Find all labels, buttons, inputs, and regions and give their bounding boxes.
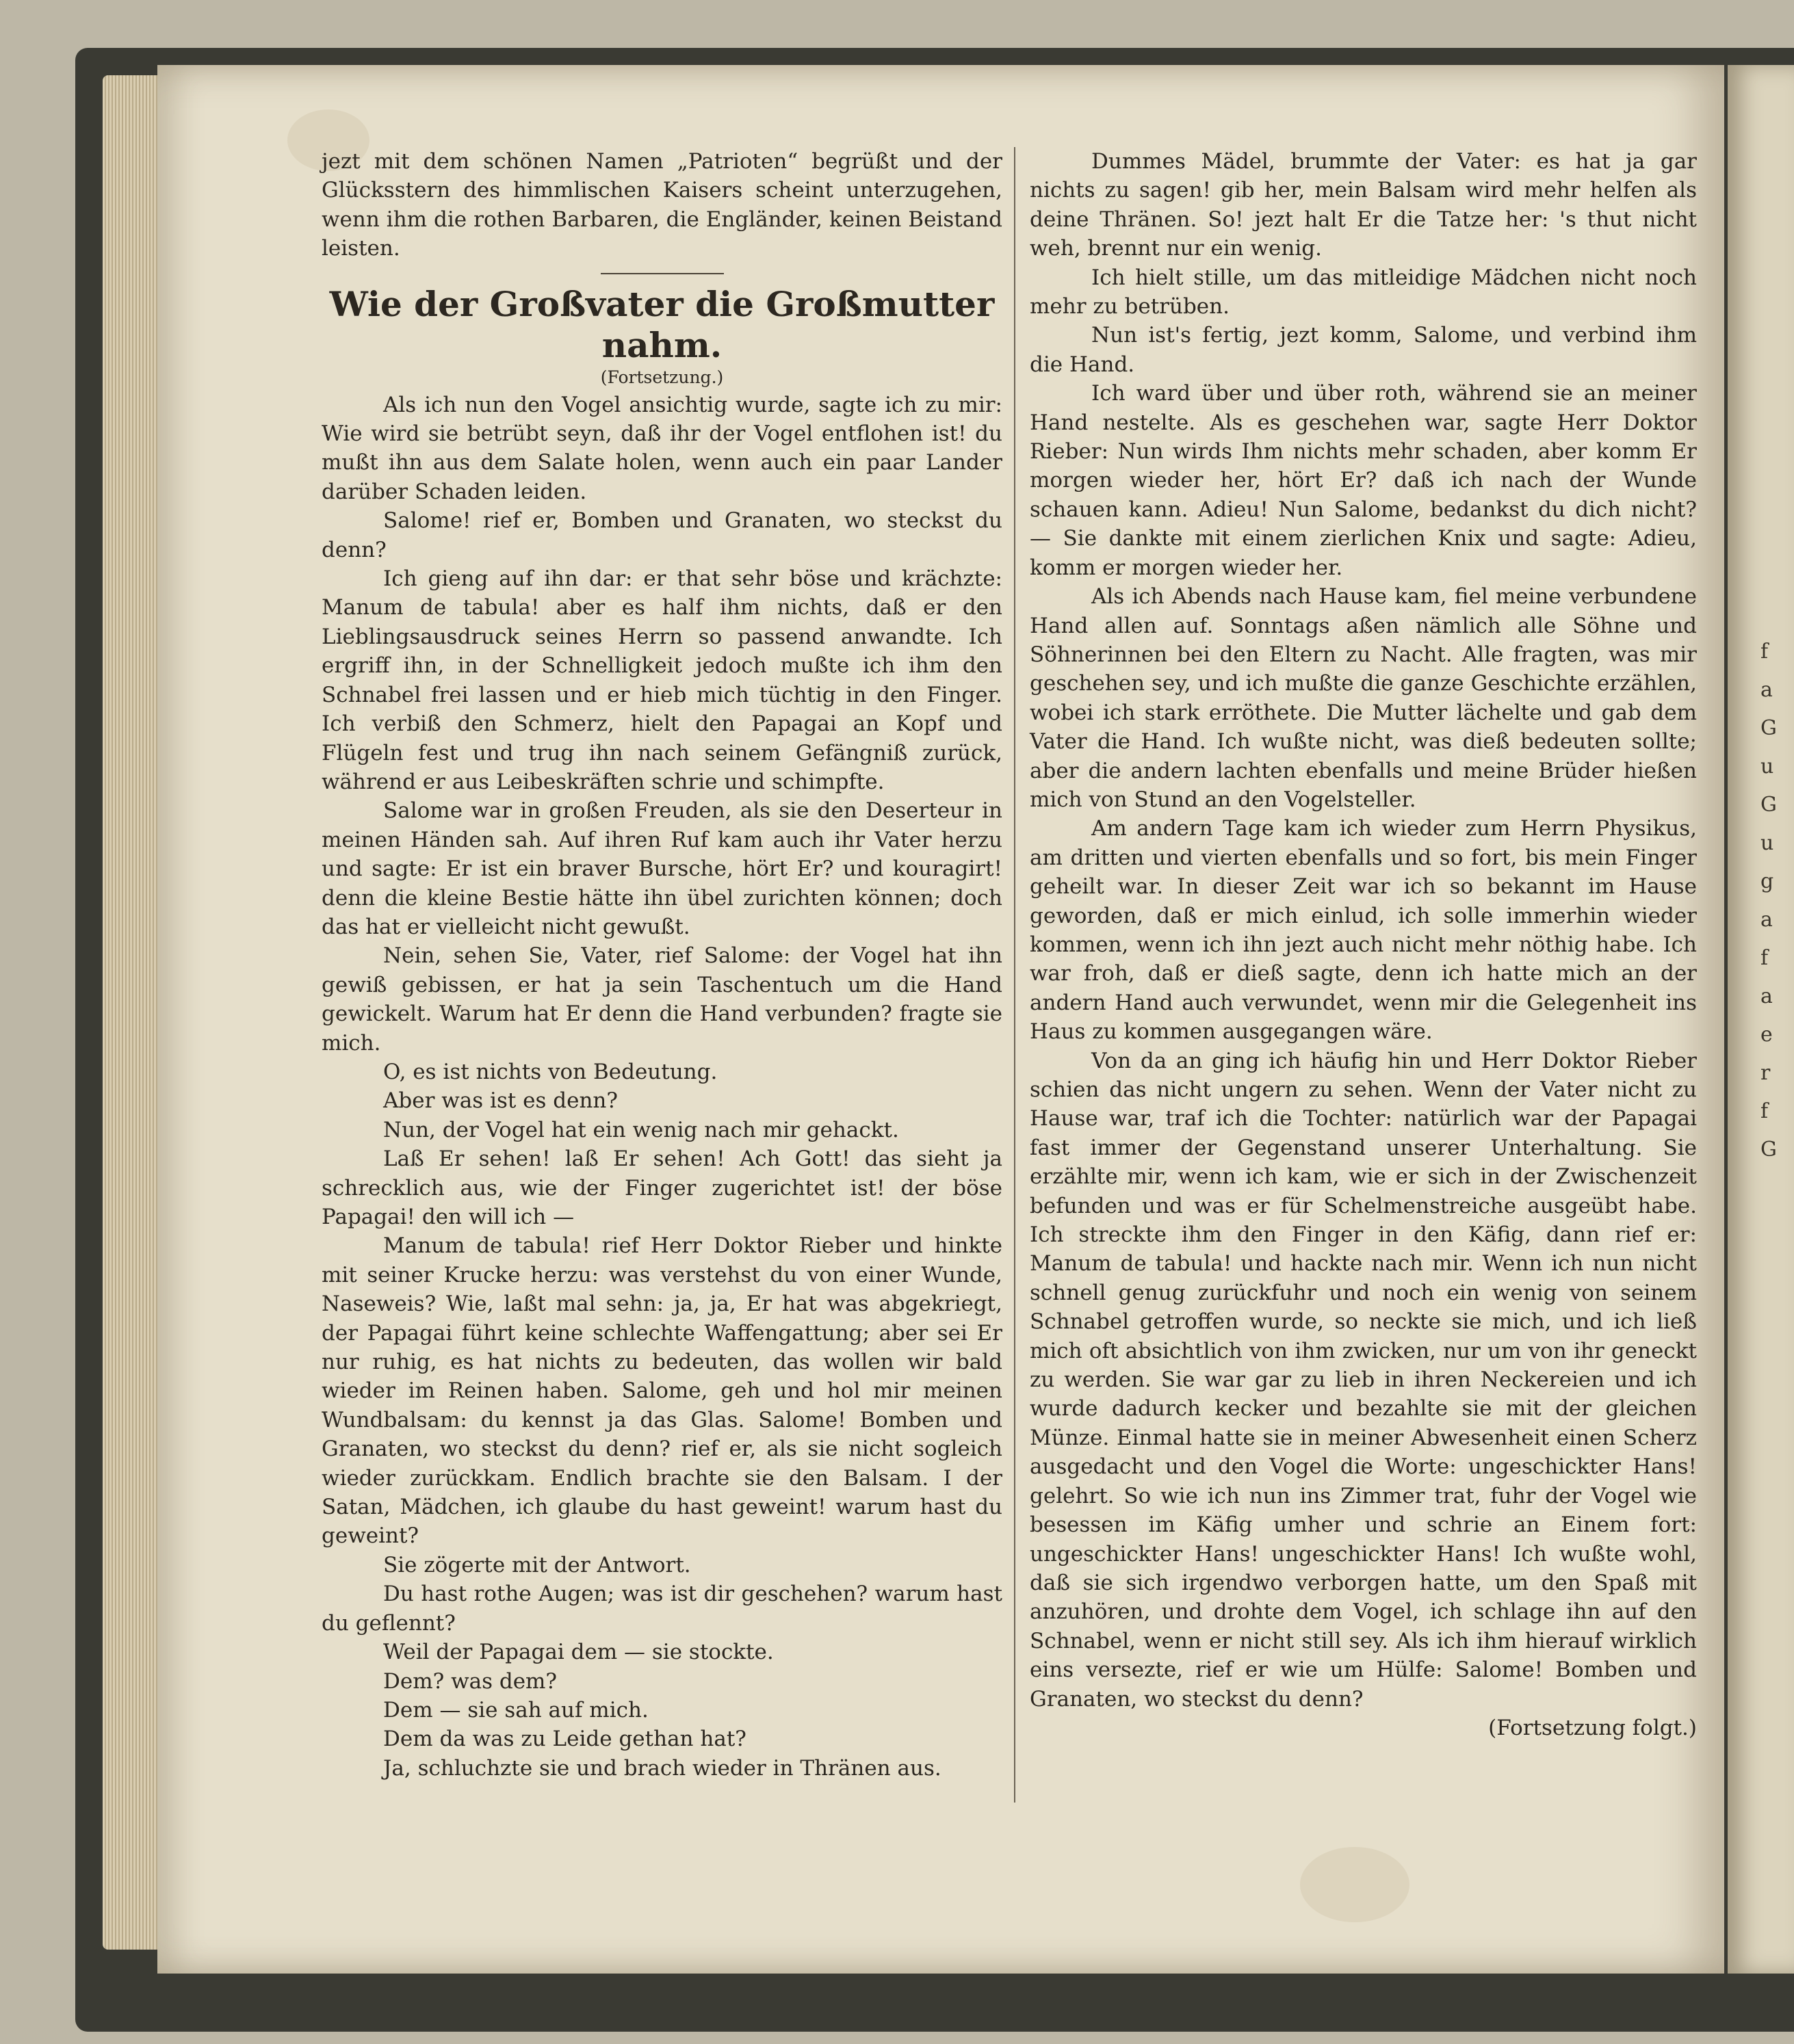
fragment-letter: a xyxy=(1760,984,1773,1008)
paragraph: Am andern Tage kam ich wieder zum Herrn Physikus, am dritten und vierten ebenfalls und so fort, bis mein Finger geheilt war. In dieser Zeit war ich so bekannt im Hause geworden, daß er mich einlud, ich solle immerhin wieder kommen, wenn ich ihn jezt auch nicht mehr nöthig habe. Ich war froh, daß er dieß sagte, denn ich hatte mich an der andern Hand auch verwundet, wenn mir die Gelegenheit ins Haus zu kommen ausgegangen wäre. xyxy=(1030,816,1697,1045)
fragment-letter: f xyxy=(1760,1099,1769,1123)
left-column xyxy=(322,147,1002,1783)
fragment-letter: g xyxy=(1760,869,1774,893)
next-page-edge xyxy=(1728,65,1794,1974)
fragment-letter: f xyxy=(1760,946,1769,970)
fragment-letter: G xyxy=(1760,793,1777,817)
paragraph: Dummes Mädel, brummte der Vater: es hat ja gar nichts zu sagen! gib her, mein Balsam wird mehr helfen als deine Thränen. So! jezt halt Er die Tatze her: 's thut nicht weh, brennt nur ein wenig. xyxy=(1030,149,1697,261)
paragraph: Laß Er sehen! laß Er sehen! Ach Gott! das sieht ja schrecklich aus, wie der Finger zugerichtet ist! der böse Papagai! den will ich — xyxy=(322,1147,1002,1229)
paragraph: Als ich Abends nach Hause kam, fiel meine verbundene Hand allen auf. Sonntags aßen nämlich alle Söhne und Söhnerinnen bei den Eltern zu Nacht. Alle fragten, was mir geschehen sey, und ich mußte die ganze Geschichte erzählen, wobei ich stark erröthete. Die Mutter lächelte und gab dem Vater die Hand. Ich wußte nicht, was dieß bedeuten sollte; aber die andern lachten ebenfalls und meine Brüder hießen mich von Stund an den Vogelsteller. xyxy=(1030,584,1697,812)
fragment-letter: e xyxy=(1760,1023,1773,1047)
paragraph: Ja, schluchzte sie und brach wieder in Thränen aus. xyxy=(383,1755,941,1781)
fragment-letter: u xyxy=(1760,831,1774,855)
fragment-letter: G xyxy=(1760,716,1777,740)
paragraph: O, es ist nichts von Bedeutung. xyxy=(383,1059,718,1084)
article-subheading: (Fortsetzung.) xyxy=(600,367,724,387)
paragraph: Du hast rothe Augen; was ist dir geschehen? warum hast du geflennt? xyxy=(322,1582,1002,1636)
fragment-letter: G xyxy=(1760,1138,1777,1162)
paragraph: Ich gieng auf ihn dar: er that sehr böse und krächzte: Manum de tabula! aber es half ihm nichts, daß er den Lieblingsausdruck seines Herrn so passend anwandte. Ich ergriff ihn, in der Schnelligkeit jedoch mußte ich ihm den Schnabel frei lassen und er hieb mich tüchtig in den Finger. Ich verbiß den Schmerz, hielt den Papagai an Kopf und Flügeln fest und trug ihn nach seinem Gefängniß zurück, während er aus Leibeskräften schrie und schimpfte. xyxy=(322,566,1002,794)
fragment-letter: u xyxy=(1760,755,1774,778)
section-rule xyxy=(601,273,724,274)
fragment-letter: r xyxy=(1760,1061,1771,1085)
paragraph: Nein, sehen Sie, Vater, rief Salome: der Vogel hat ihn gewiß gebissen, er hat ja sein Taschentuch um die Hand gewickelt. Warum hat Er denn die Hand verbunden? fragte sie mich. xyxy=(322,943,1002,1056)
page-edges xyxy=(103,75,164,1950)
fragment-letter: a xyxy=(1760,908,1773,932)
paragraph: Von da an ging ich häufig hin und Herr Doktor Rieber schien das nicht ungern zu sehen. Wenn der Vater nicht zu Hause war, traf ich die Tochter: natürlich war der Papagai fast immer der Gegenstand unserer Unterhaltung. Sie erzählte mir, wenn ich kam, wie er sich in der Zwischenzeit befunden und was er für Schelmenstreiche ausgeübt habe. Ich streckte ihm den Finger in den Käfig, dann rief er: Manum de tabula! und hackte nach mir. Wenn ich nun nicht schnell genug zurückfuhr und noch ein wenig von seinem Schnabel getroffen wurde, so neckte sie mich, und ich ließ mich oft absichtlich von ihm zwicken, nur um von ihr geneckt zu werden. Sie war gar zu lieb in ihren Neckereien und ich wurde dadurch kecker und bezahlte sie mit der gleichen Münze. Einmal hatte sie in meiner Abwesenheit einen Scherz ausgedacht und den Vogel die Worte: ungeschickter Hans! gelehrt. So wie ich nun ins Zimmer trat, fuhr der Vogel wie besessen im Käfig umher und schrie an Einem fort: ungeschickter Hans! ungeschickter Hans! Ich wußte wohl, daß sie sich irgendwo verborgen hatte, um den Spaß mit anzuhören, und drohte dem Vogel, ich schlage ihn auf den Schnabel, wenn er nicht still sey. Als ich ihm hierauf wirklich eins versezte, rief er wie um Hülfe: Salome! Bomben und Granaten, wo steckst du denn? xyxy=(1030,1048,1697,1712)
column-divider xyxy=(1014,147,1015,1803)
paragraph: Aber was ist es denn? xyxy=(383,1088,619,1114)
paragraph: Salome! rief er, Bomben und Granaten, wo steckst du denn? xyxy=(322,508,1002,562)
paragraph: Nun ist's fertig, jezt komm, Salome, und verbind ihm die Hand. xyxy=(1030,323,1697,377)
paragraph: Dem da was zu Leide gethan hat? xyxy=(383,1727,746,1752)
paragraph: Ich ward über und über roth, während sie an meiner Hand nestelte. Als es geschehen war, sagte Herr Doktor Rieber: Nun wirds Ihm nichts mehr schaden, aber komm Er morgen wieder her, hört Er? daß ich nach der Wunde schauen kann. Adieu! Nun Salome, bedankst du dich nicht? — Sie dankte mit einem zierlichen Knix und sagte: Adieu, komm er morgen wieder her. xyxy=(1030,381,1697,580)
paragraph: Ich hielt stille, um das mitleidige Mädchen nicht noch mehr zu betrüben. xyxy=(1030,265,1697,319)
paragraph: Manum de tabula! rief Herr Doktor Rieber und hinkte mit seiner Krucke herzu: was verstehst du von einer Wunde, Naseweis? Wie, laßt mal sehn: ja, ja, Er hat was abgekriegt, der Papagai führt keine schlechte Waffengattung; aber sei Er nur ruhig, es hat nichts zu bedeuten, das wollen wir bald wieder im Reinen haben. Salome, geh und hol mir meinen Wundbalsam: du kennst ja das Glas. Salome! Bomben und Granaten, wo steckst du denn? rief er, als sie nicht sogleich wieder zurückkam. Endlich brachte sie den Balsam. I der Satan, Mädchen, ich glaube du hast geweint! warum hast du geweint? xyxy=(322,1233,1002,1549)
article-heading: Wie der Großvater die Großmutter nahm. xyxy=(329,283,995,365)
paragraph: Nun, der Vogel hat ein wenig nach mir gehackt. xyxy=(383,1117,899,1142)
fragment-letter: f xyxy=(1760,640,1769,664)
paragraph: Weil der Papagai dem — sie stockte. xyxy=(383,1640,774,1665)
continuation-note: (Fortsetzung folgt.) xyxy=(1488,1715,1697,1740)
paragraph: Dem — sie sah auf mich. xyxy=(383,1697,649,1722)
paragraph: Sie zögerte mit der Antwort. xyxy=(383,1552,691,1577)
fragment-letter: a xyxy=(1760,678,1773,702)
intro-paragraph: jezt mit dem schönen Namen „Patrioten“ begrüßt und der Glücksstern des himmlischen Kaisers scheint unterzugehen, wenn ihm die rothen Barbaren, die Engländer, keinen Beistand leisten. xyxy=(322,149,1002,261)
paragraph: Dem? was dem? xyxy=(383,1668,558,1694)
right-column xyxy=(1030,147,1697,1742)
paragraph: Salome war in großen Freuden, als sie den Deserteur in meinen Händen sah. Auf ihren Ruf kam auch ihr Vater herzu und sagte: Er ist ein braver Bursche, hört Er? und kouragirt! denn die kleine Bestie hätte ihn übel zurichten können; doch das hat er vielleicht nicht gewußt. xyxy=(322,798,1002,939)
next-page-fragment xyxy=(1728,65,1794,1169)
paper-stain xyxy=(1300,1847,1409,1922)
paragraph: Als ich nun den Vogel ansichtig wurde, sagte ich zu mir: Wie wird sie betrübt seyn, daß ihr der Vogel entflohen ist! du mußt ihn aus dem Salate holen, wenn auch ein paar Lander darüber Schaden leiden. xyxy=(322,392,1002,504)
